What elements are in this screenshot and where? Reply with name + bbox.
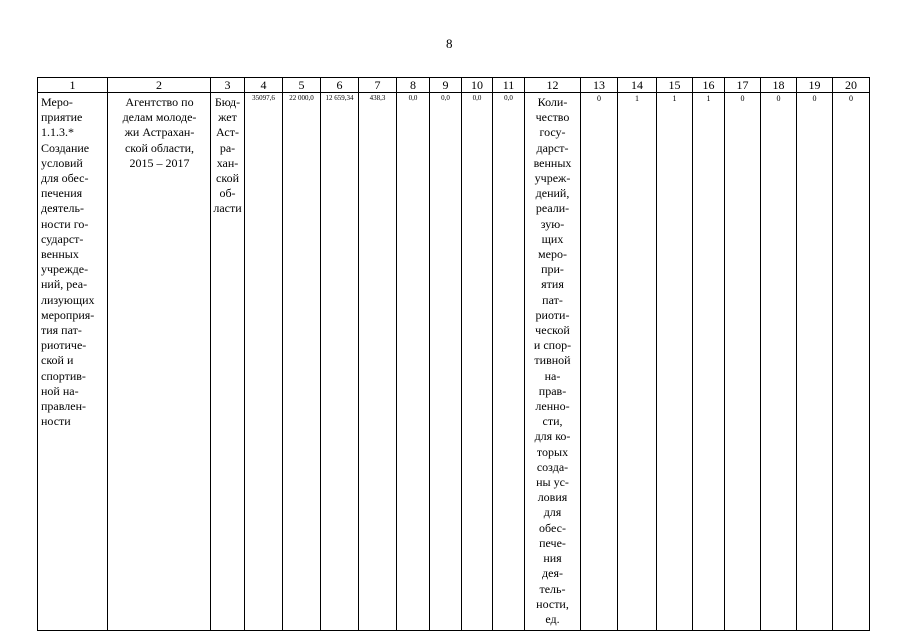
indicator-value: 1 — [672, 94, 677, 103]
indicator-value-cell — [657, 93, 693, 631]
column-header: 17 — [725, 78, 761, 93]
column-header: 7 — [359, 78, 397, 93]
column-header: 3 — [211, 78, 245, 93]
indicator-text: Коли- чество госу- дарст- венных учреж- дений, реали- зую- щих меро- при- ятия пат- риоти- ческой и спор- тивной на- прав- ленно- сти, для ко- торых созда- ны ус- ловия для обес- пече- ния дея- тель- ности, ед. — [533, 95, 572, 626]
column-header: 8 — [397, 78, 430, 93]
indicator-value: 0 — [597, 94, 601, 103]
indicator-value: 1 — [635, 94, 639, 103]
column-header: 20 — [833, 78, 870, 93]
amount-cell — [245, 93, 283, 631]
measure-cell — [38, 93, 108, 631]
column-header: 12 — [525, 78, 581, 93]
column-header: 11 — [493, 78, 525, 93]
column-header: 13 — [581, 78, 618, 93]
column-header: 4 — [245, 78, 283, 93]
amount-2018: 0,0 — [408, 94, 418, 102]
column-header: 15 — [657, 78, 693, 93]
column-header: 10 — [462, 78, 493, 93]
indicator-value-cell — [693, 93, 725, 631]
column-header: 19 — [797, 78, 833, 93]
indicator-value-cell — [725, 93, 761, 631]
source-cell — [211, 93, 245, 631]
indicator-value: 1 — [706, 94, 711, 103]
amount-2021: 0,0 — [504, 94, 513, 102]
column-header: 6 — [321, 78, 359, 93]
indicator-value-cell — [618, 93, 657, 631]
column-header: 14 — [618, 78, 657, 93]
program-table — [37, 77, 870, 631]
page-number: 8 — [446, 36, 453, 51]
indicator-value-cell — [833, 93, 870, 631]
column-header: 16 — [693, 78, 725, 93]
indicator-value-cell — [761, 93, 797, 631]
amount-total: 35097,6 — [252, 94, 275, 102]
amount-cell — [462, 93, 493, 631]
amount-cell — [397, 93, 430, 631]
indicator-value: 0 — [776, 94, 781, 103]
indicator-value: 0 — [812, 94, 817, 103]
table-row — [38, 93, 870, 631]
indicator-value: 0 — [849, 94, 853, 103]
indicator-value-cell — [797, 93, 833, 631]
amount-2020: 0,0 — [472, 94, 482, 102]
column-header: 9 — [430, 78, 462, 93]
amount-2015: 22 000,0 — [289, 94, 314, 102]
amount-2019: 0,0 — [441, 94, 450, 102]
column-header: 1 — [38, 78, 108, 93]
amount-cell — [283, 93, 321, 631]
column-number-row — [38, 78, 870, 93]
indicator-value-cell — [581, 93, 618, 631]
funding-source-text: Бюд- жет Аст- ра- хан- ской об- ласти — [213, 95, 242, 216]
column-header: 5 — [283, 78, 321, 93]
executor-cell — [108, 93, 211, 631]
indicator-cell — [525, 93, 581, 631]
executor-text: Агентство по делам молоде- жи Астрахан- ской области, 2015 – 2017 — [122, 95, 197, 170]
measure-text: Меро- приятие 1.1.3.* Создание условий для обес- печения деятель- ности го- сударст- венных учрежде- ний, реа- лизующих мероприя- тия пат- риотиче- ской и спортив- ной на- правлен- ности — [41, 95, 95, 429]
amount-cell — [493, 93, 525, 631]
amount-2016: 12 659,34 — [325, 94, 354, 102]
amount-cell — [359, 93, 397, 631]
amount-cell — [430, 93, 462, 631]
column-header: 2 — [108, 78, 211, 93]
amount-2017: 438,3 — [369, 94, 386, 102]
amount-cell — [321, 93, 359, 631]
column-header: 18 — [761, 78, 797, 93]
indicator-value: 0 — [740, 94, 745, 103]
